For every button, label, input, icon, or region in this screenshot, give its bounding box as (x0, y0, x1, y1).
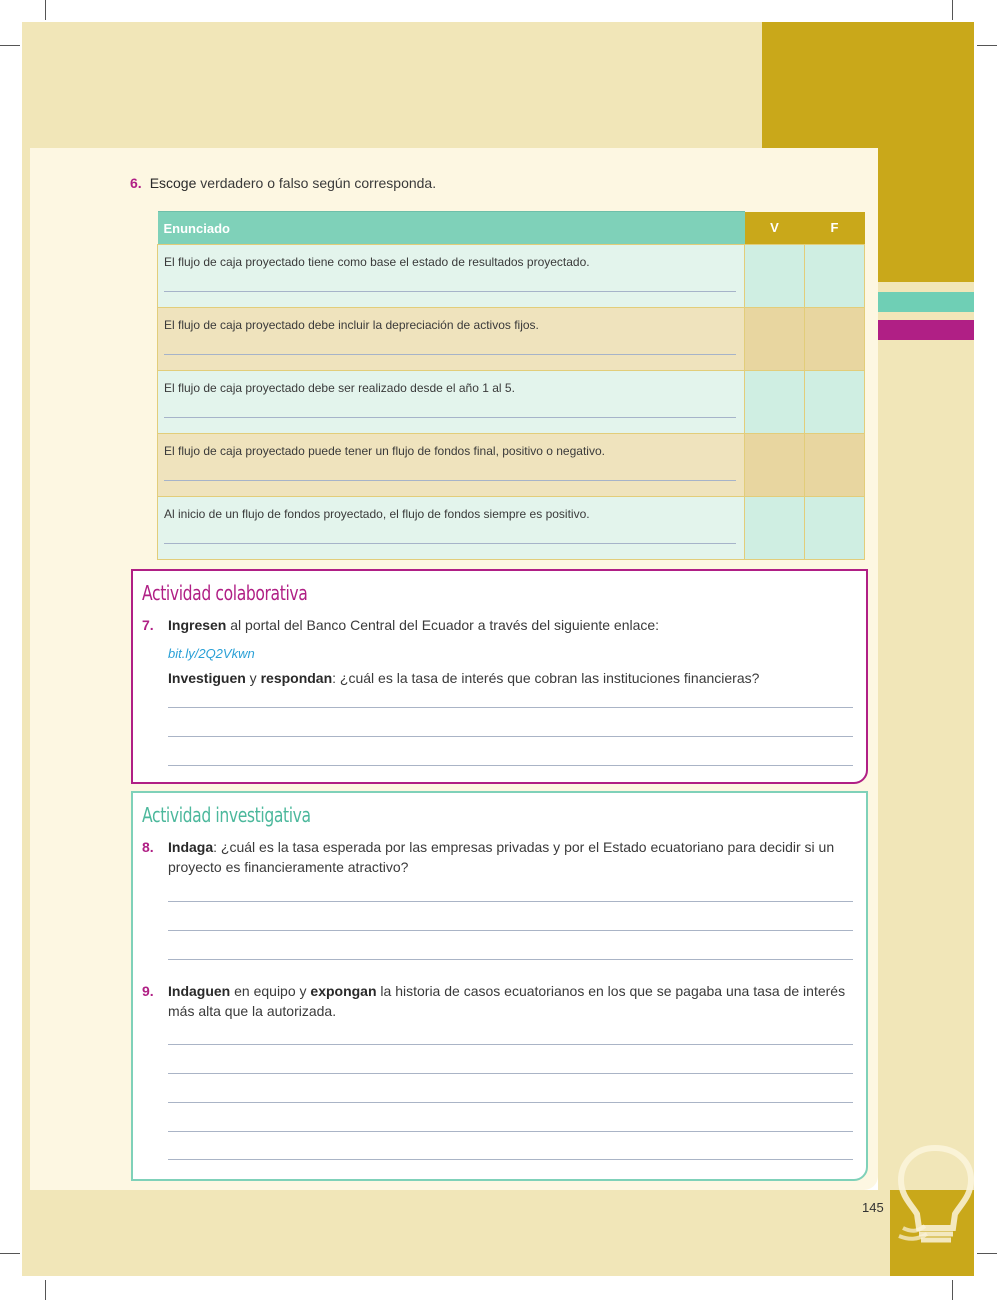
page-band-top (22, 22, 762, 162)
answer-line[interactable] (168, 707, 853, 708)
statement-text: El flujo de caja proyectado puede tener un flujo de fondos final, positivo o negativo. (164, 444, 605, 458)
question-9 (142, 981, 857, 1021)
statement-text: El flujo de caja proyectado debe ser realizado desde el año 1 al 5. (164, 381, 515, 395)
question-verb: Escoge (149, 175, 197, 191)
question-text: al portal del Banco Central del Ecuador a través del siguiente enlace: (226, 617, 660, 633)
page-band-left (22, 148, 30, 1190)
false-checkbox[interactable] (805, 308, 865, 371)
question-verb: expongan (310, 983, 377, 999)
table-row (158, 434, 865, 497)
answer-line[interactable] (164, 466, 736, 481)
question-text: : ¿cuál es la tasa de interés que cobran las instituciones financieras? (332, 670, 760, 686)
answer-line[interactable] (168, 930, 853, 931)
crop-mark (45, 0, 46, 20)
header-enunciado: Enunciado (158, 212, 745, 245)
question-7-part-2 (142, 668, 857, 688)
true-checkbox[interactable] (745, 371, 805, 434)
question-7 (142, 615, 857, 635)
false-checkbox[interactable] (805, 434, 865, 497)
question-verb: Ingresen (168, 617, 227, 633)
crop-mark (977, 1253, 997, 1254)
answer-line[interactable] (168, 736, 853, 737)
answer-line[interactable] (164, 403, 736, 418)
activity-title: Actividad investigativa (142, 803, 311, 827)
question-8 (142, 837, 857, 877)
statement-text: El flujo de caja proyectado debe incluir la depreciación de activos fijos. (164, 318, 539, 332)
crop-mark (0, 45, 20, 46)
section-tab-teal (878, 292, 974, 312)
true-checkbox[interactable] (745, 308, 805, 371)
question-verb: Investiguen (168, 670, 246, 686)
question-number: 6. (130, 175, 142, 191)
header-v: V (745, 212, 805, 245)
header-f: F (805, 212, 865, 245)
true-checkbox[interactable] (745, 434, 805, 497)
crop-mark (45, 1280, 46, 1300)
false-checkbox[interactable] (805, 371, 865, 434)
crop-mark (0, 1253, 20, 1254)
answer-line[interactable] (168, 1073, 853, 1074)
question-verb: respondan (260, 670, 333, 686)
answer-line[interactable] (168, 959, 853, 960)
true-checkbox[interactable] (745, 245, 805, 308)
link-row (142, 644, 857, 664)
true-false-table (157, 211, 865, 560)
question-text: : ¿cuál es la tasa esperada por las empresas privadas y por el Estado ecuatoriano para decidir si un proyecto es financieramente atractivo? (168, 839, 835, 875)
table-row (158, 371, 865, 434)
question-number: 9. (142, 983, 154, 999)
answer-line[interactable] (168, 901, 853, 902)
question-connector: en equipo y (230, 983, 311, 999)
question-connector: y (245, 670, 261, 686)
lightbulb-icon (895, 1140, 975, 1250)
answer-line[interactable] (164, 277, 736, 292)
table-row (158, 497, 865, 560)
question-number: 8. (142, 839, 154, 855)
portal-link[interactable]: bit.ly/2Q2Vkwn (168, 646, 255, 661)
crop-mark (977, 45, 997, 46)
table-row (158, 245, 865, 308)
section-tab-magenta (878, 320, 974, 340)
answer-line[interactable] (168, 1102, 853, 1103)
activity-title: Actividad colaborativa (142, 581, 308, 605)
question-text: la historia de casos ecuatorianos en los que se pagaba una tasa de interés más alta que la autorizada. (168, 983, 846, 1019)
answer-line[interactable] (168, 765, 853, 766)
question-verb: Indaga (168, 839, 214, 855)
statement-text: Al inicio de un flujo de fondos proyectado, el flujo de fondos siempre es positivo. (164, 507, 590, 521)
table-row (158, 308, 865, 371)
activity-investigativa-box (131, 791, 868, 1181)
page-number: 145 (862, 1200, 884, 1215)
answer-line[interactable] (164, 340, 736, 355)
crop-mark (952, 0, 953, 20)
question-number: 7. (142, 617, 154, 633)
question-6 (130, 175, 436, 191)
false-checkbox[interactable] (805, 497, 865, 560)
crop-mark (952, 1280, 953, 1300)
statement-text: El flujo de caja proyectado tiene como base el estado de resultados proyectado. (164, 255, 590, 269)
page-band-bottom (22, 1190, 890, 1276)
answer-line[interactable] (168, 1044, 853, 1045)
answer-line[interactable] (168, 1159, 853, 1160)
activity-colaborativa-box (131, 569, 868, 784)
answer-line[interactable] (168, 1131, 853, 1132)
question-verb: Indaguen (168, 983, 231, 999)
answer-line[interactable] (164, 529, 736, 544)
page-band-right (878, 282, 974, 1190)
true-checkbox[interactable] (745, 497, 805, 560)
false-checkbox[interactable] (805, 245, 865, 308)
question-text: verdadero o falso según corresponda. (196, 175, 437, 191)
